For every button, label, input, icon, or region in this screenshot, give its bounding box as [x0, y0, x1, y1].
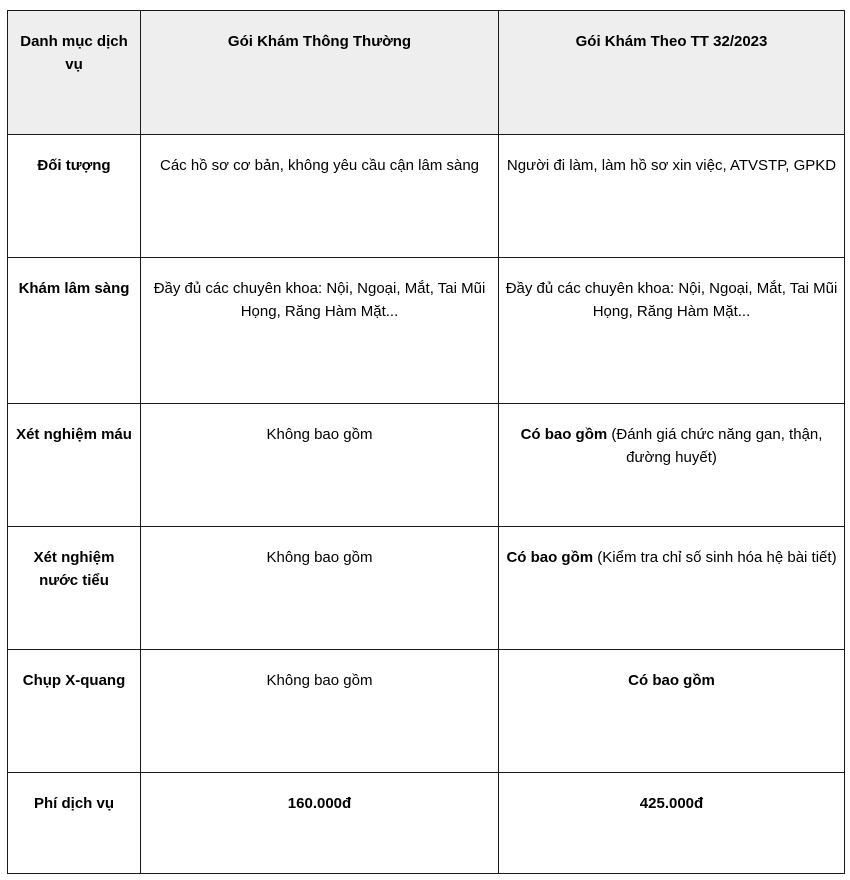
included-detail: (Đánh giá chức năng gan, thận, đường huyết) [607, 426, 823, 466]
cell-tt32-urine-test [499, 527, 845, 650]
included-detail: (Kiểm tra chỉ số sinh hóa hệ bài tiết) [593, 549, 837, 566]
cell-tt32-blood-test [499, 404, 845, 527]
table-row [8, 404, 845, 527]
table-row [8, 258, 845, 404]
cell-basic-fee: 160.000đ [141, 773, 499, 874]
cell-basic-clinical-exam: Đầy đủ các chuyên khoa: Nội, Ngoại, Mắt, Tai Mũi Họng, Răng Hàm Mặt... [141, 258, 499, 404]
row-label-clinical-exam: Khám lâm sàng [8, 258, 141, 404]
table-row [8, 527, 845, 650]
cell-tt32-target: Người đi làm, làm hồ sơ xin việc, ATVSTP, GPKD [499, 135, 845, 258]
service-comparison-table [7, 10, 845, 874]
row-label-urine-test: Xét nghiệm nước tiểu [8, 527, 141, 650]
row-label-blood-test: Xét nghiệm máu [8, 404, 141, 527]
cell-basic-urine-test: Không bao gồm [141, 527, 499, 650]
row-label-target: Đối tượng [8, 135, 141, 258]
cell-basic-blood-test: Không bao gồm [141, 404, 499, 527]
cell-tt32-fee: 425.000đ [499, 773, 845, 874]
included-label: Có bao gồm [520, 426, 608, 443]
table-row [8, 650, 845, 773]
cell-tt32-clinical-exam: Đầy đủ các chuyên khoa: Nội, Ngoại, Mắt, Tai Mũi Họng, Răng Hàm Mặt... [499, 258, 845, 404]
row-label-xray: Chụp X-quang [8, 650, 141, 773]
cell-tt32-xray: Có bao gồm [499, 650, 845, 773]
cell-basic-target: Các hồ sơ cơ bản, không yêu cầu cận lâm sàng [141, 135, 499, 258]
cell-basic-xray: Không bao gồm [141, 650, 499, 773]
header-tt32-package: Gói Khám Theo TT 32/2023 [499, 11, 845, 135]
header-basic-package: Gói Khám Thông Thường [141, 11, 499, 135]
table-header-row [8, 11, 845, 135]
table-row [8, 135, 845, 258]
row-label-service-fee: Phí dịch vụ [8, 773, 141, 874]
header-category: Danh mục dịch vụ [8, 11, 141, 135]
included-label: Có bao gồm [506, 549, 594, 566]
table-row [8, 773, 845, 874]
